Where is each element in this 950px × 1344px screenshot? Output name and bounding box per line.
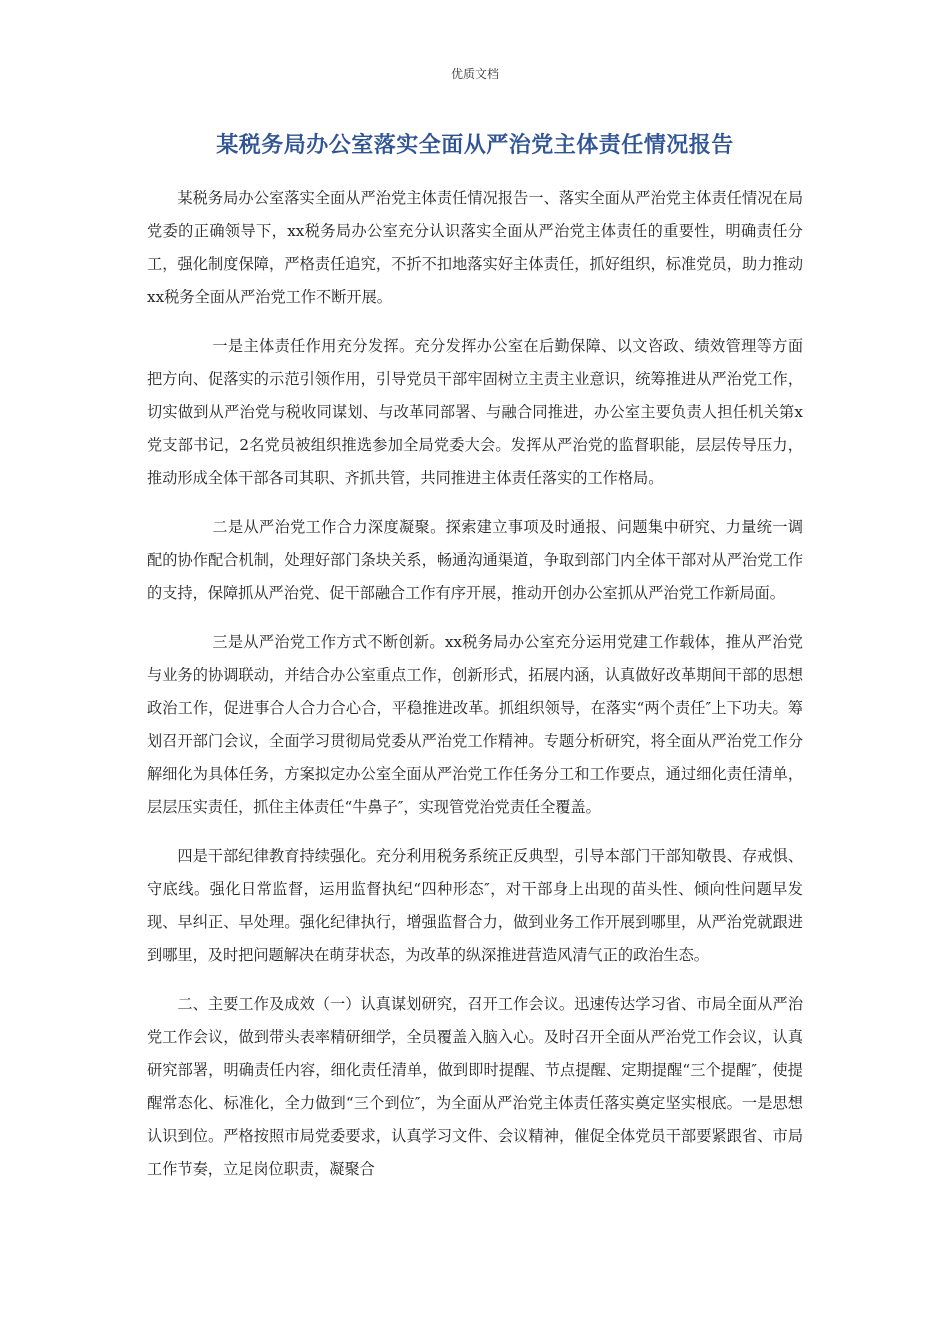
paragraph-first-point: 一是主体责任作用充分发挥。充分发挥办公室在后勤保障、以文咨政、绩效管理等方面把方向、促落实的示范引领作用，引导党员干部牢固树立主责主业意识，统筹推进从严治党工作，切实做到从严治党与税收同谋划、与改革同部署、与融合同推进，办公室主要负责人担任机关第x党支部书记，2名党员被组织推选参加全局党委大会。发挥从严治党的监督职能，层层传导压力，推动形成全体干部各司其职、齐抓共管，共同推进主体责任落实的工作格局。 (147, 337, 803, 487)
paragraph-second-point: 二是从严治党工作合力深度凝聚。探索建立事项及时通报、问题集中研究、力量统一调配的协作配合机制，处理好部门条块关系，畅通沟通渠道，争取到部门内全体干部对从严治党工作的支持，保障抓从严治党、促干部融合工作有序开展，推动开创办公室抓从严治党工作新局面。 (147, 518, 803, 602)
document-title: 某税务局办公室落实全面从严治党主体责任情况报告 (216, 133, 734, 158)
document-body (147, 182, 803, 1202)
paragraph-intro: 某税务局办公室落实全面从严治党主体责任情况报告一、落实全面从严治党主体责任情况在局党委的正确领导下，xx税务局办公室充分认识落实全面从严治党主体责任的重要性，明确责任分工，强化制度保障，严格责任追究，不折不扣地落实好主体责任，抓好组织，标准党员，助力推动xx税务全面从严治党工作不断开展。 (147, 189, 803, 306)
paragraph-main-work: 二、主要工作及成效（一）认真谋划研究，召开工作会议。迅速传达学习省、市局全面从严治党工作会议，做到带头表率精研细学，全员覆盖入脑入心。及时召开全面从严治党工作会议，认真研究部署，明确责任内容，细化责任清单，做到即时提醒、节点提醒、定期提醒“三个提醒″，使提醒常态化、标准化，全力做到“三个到位″，为全面从严治党主体责任落实奠定坚实根底。一是思想认识到位。严格按照市局党委要求，认真学习文件、会议精神，催促全体党员干部要紧跟省、市局工作节奏，立足岗位职责，凝聚合 (147, 995, 803, 1178)
header-note: 优质文档 (450, 67, 499, 81)
paragraph-fourth-point: 四是干部纪律教育持续强化。充分利用税务系统正反典型，引导本部门干部知敬畏、存戒惧、守底线。强化日常监督，运用监督执纪“四种形态″，对干部身上出现的苗头性、倾向性问题早发现、早纠正、早处理。强化纪律执行，增强监督合力，做到业务工作开展到哪里，从严治党就跟进到哪里，及时把问题解决在萌芽状态，为改革的纵深推进营造风清气正的政治生态。 (147, 847, 803, 964)
paragraph-third-point: 三是从严治党工作方式不断创新。xx税务局办公室充分运用党建工作载体，推从严治党与业务的协调联动，并结合办公室重点工作，创新形式，拓展内涵，认真做好改革期间干部的思想政治工作，促进事合人合力合心合，平稳推进改革。抓组织领导，在落实“两个责任″上下功夫。筹划召开部门会议，全面学习贯彻局党委从严治党工作精神。专题分析研究，将全面从严治党工作分解细化为具体任务，方案拟定办公室全面从严治党工作任务分工和工作要点，通过细化责任清单，层层压实责任，抓住主体责任“牛鼻子″，实现管党治党责任全覆盖。 (147, 633, 803, 816)
